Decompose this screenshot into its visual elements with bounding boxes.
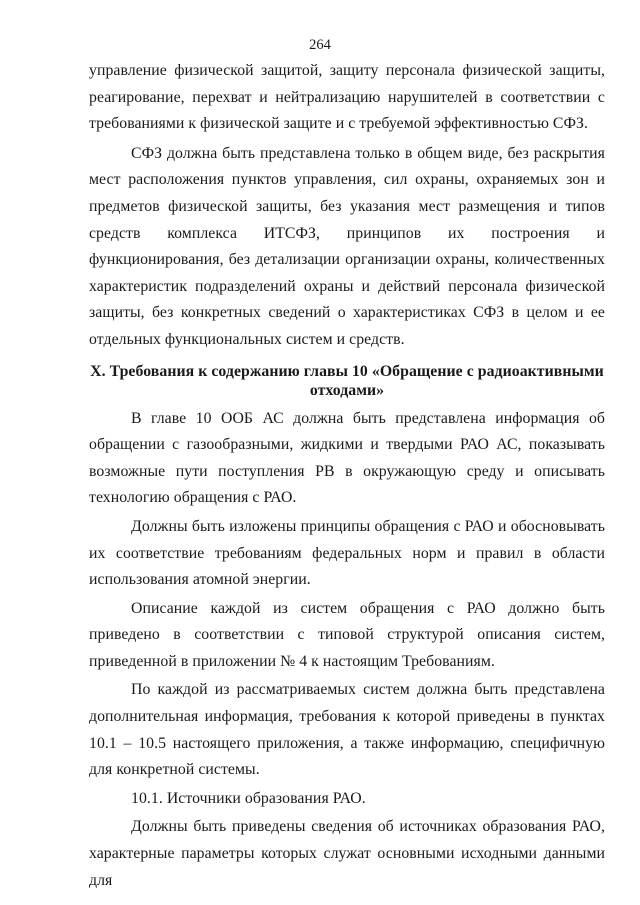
paragraph-principles: Должны быть изложены принципы обращения с РАО и обосновывать их соответствие требованиям федеральных норм и правил в области использования атомной энергии. (89, 517, 605, 589)
section-heading-x: X. Требования к содержанию главы 10 «Обращение с радиоактивными отходами» (90, 362, 604, 399)
page-number: 264 (309, 37, 331, 53)
paragraph-additional-info: По каждой из рассматриваемых систем должна быть представлена дополнительная информация, требования к которой приведены в пунктах 10.1 – 10.5 настоящего приложения, а также информацию, специфичную для конкретной системы. (89, 681, 605, 779)
paragraph-system-description: Описание каждой из систем обращения с РАО должно быть приведено в соответствии с типовой структурой описания систем, приведенной в приложении № 4 к настоящим Требованиям. (89, 599, 605, 670)
paragraph-sfz-description: СФЗ должна быть представлена только в общем виде, без раскрытия мест расположения пунктов управления, сил охраны, охраняемых зон и предметов физической защиты, без указания мест размещения и типов средств комплекса ИТСФЗ, принципов их построения и функционирования, без детализации организации охраны, количественных характеристик подразделений охраны и действий персонала физической защиты, без конкретных сведений о характеристиках СФЗ в целом и ее отдельных функциональных систем и средств. (89, 144, 605, 348)
subsection-heading-10-1: 10.1. Источники образования РАО. (131, 789, 366, 807)
paragraph-continuation: управление физической защитой, защиту персонала физической защиты, реагирование, перехват и нейтрализацию нарушителей в соответствии с требованиями к физической защите и с требуемой эффективностью СФЗ. (89, 62, 605, 133)
page-body (89, 58, 605, 894)
paragraph-sources: Должны быть приведены сведения об источниках образования РАО, характерные параметры которых служат основными исходными данными для (89, 818, 605, 889)
paragraph-chapter-10-intro: В главе 10 ООБ АС должна быть представлена информация об обращении с газообразными, жидкими и твердыми РАО АС, показывать возможные пути поступления РВ в окружающую среду и описывать технологию обращения с РАО. (89, 409, 605, 507)
